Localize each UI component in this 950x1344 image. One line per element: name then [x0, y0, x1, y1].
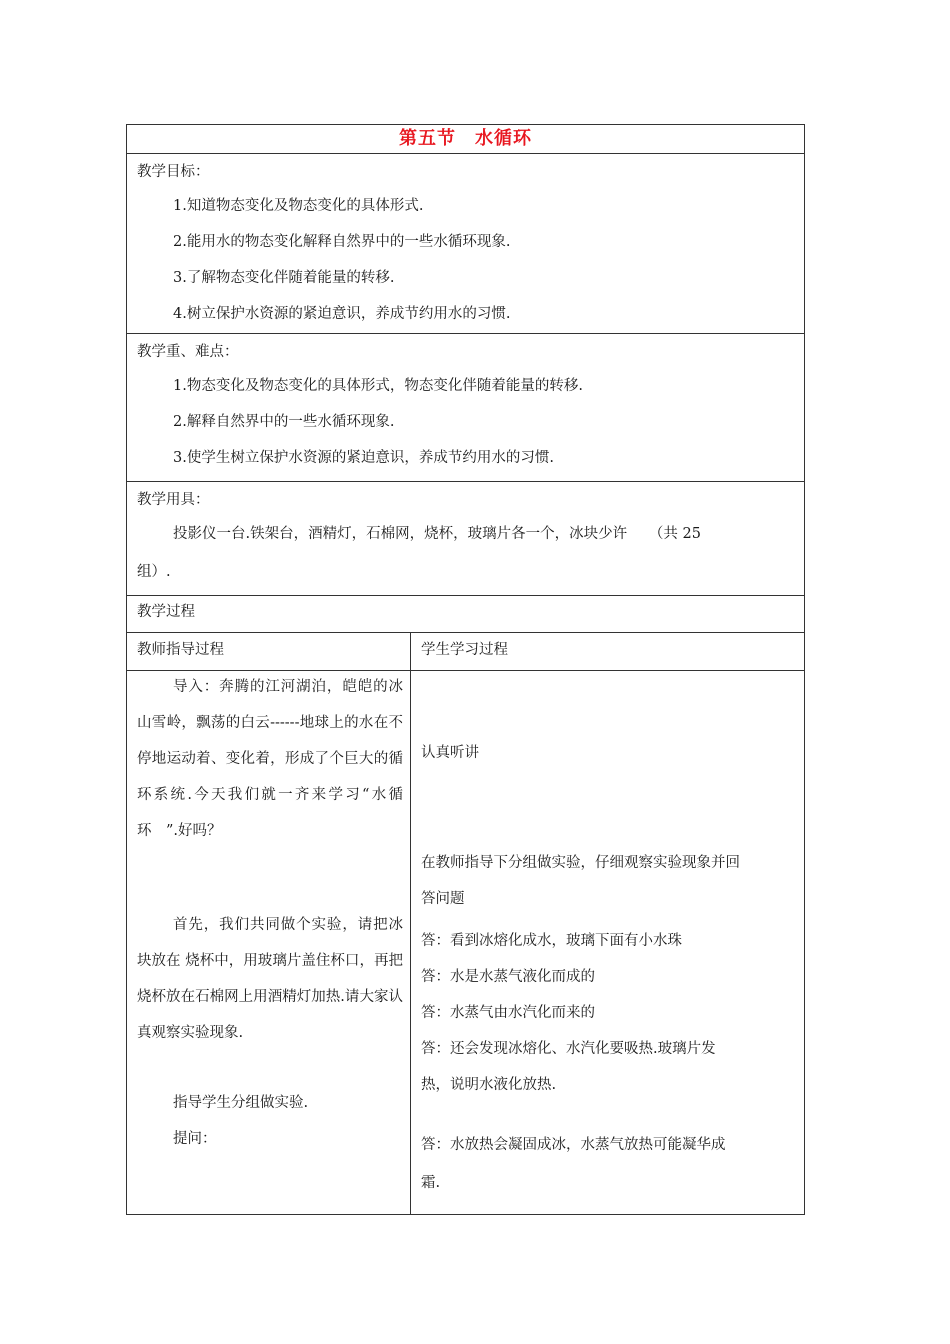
student-line: 答：水是水蒸气液化而成的 [421, 969, 595, 985]
student-line: 在教师指导下分组做实验，仔细观察实验现象并回 [421, 855, 740, 871]
student-line: 答：还会发现冰熔化、水汽化要吸热.玻璃片发 [421, 1041, 716, 1057]
student-line: 答：看到冰熔化成水，玻璃下面有小水珠 [421, 933, 682, 949]
tools-text-cont: 组）. [137, 564, 171, 580]
objectives-heading: 教学目标： [137, 164, 210, 180]
student-line: 答：水放热会凝固成冰，水蒸气放热可能凝华成 [421, 1137, 726, 1153]
key-point-item: 3.使学生树立保护水资源的紧迫意识，养成节约用水的习惯. [173, 450, 554, 466]
column-divider [410, 632, 411, 1215]
student-line: 认真听讲 [421, 745, 479, 761]
key-point-item: 2.解释自然界中的一些水循环现象. [173, 414, 395, 430]
student-line: 热，说明水液化放热. [421, 1077, 557, 1093]
tools-heading: 教学用具： [137, 492, 210, 508]
objectives-section [127, 153, 804, 333]
process-section [127, 595, 804, 632]
student-line: 答问题 [421, 891, 465, 907]
process-heading: 教学过程 [137, 604, 195, 620]
lesson-plan-table [126, 124, 805, 1215]
objective-item: 1.知道物态变化及物态变化的具体形式. [173, 198, 424, 214]
key-points-heading: 教学重、难点： [137, 344, 239, 360]
tools-text: 投影仪一台.铁架台，酒精灯，石棉网，烧杯，玻璃片各一个，冰块少许 （共 25 [173, 526, 701, 542]
teacher-paragraph: 导入：奔腾的江河湖泊，皑皑的冰山雪岭，飘荡的白云------地球上的水在不停地运动着、变化着，形成了个巨大的循环系统.今天我们就一齐来学习“水循环 ”.好吗？ [137, 679, 403, 839]
teacher-paragraph: 指导学生分组做实验. [173, 1095, 309, 1111]
key-point-item: 1.物态变化及物态变化的具体形式，物态变化伴随着能量的转移. [173, 378, 583, 394]
key-points-section [127, 333, 804, 481]
process-column-headers [127, 632, 804, 670]
student-line: 答：水蒸气由水汽化而来的 [421, 1005, 595, 1021]
process-body [127, 670, 804, 1215]
student-column-header: 学生学习过程 [421, 642, 508, 658]
teacher-paragraph: 提问： [173, 1131, 217, 1147]
tools-section [127, 481, 804, 595]
objective-item: 3.了解物态变化伴随着能量的转移. [173, 270, 395, 286]
objective-item: 2.能用水的物态变化解释自然界中的一些水循环现象. [173, 234, 511, 250]
teacher-column-header: 教师指导过程 [137, 642, 224, 658]
teacher-paragraph: 首先，我们共同做个实验，请把冰块放在 烧杯中，用玻璃片盖住杯口，再把烧杯放在石棉网上用酒精灯加热.请大家认真观察实验现象. [137, 917, 403, 1041]
objective-item: 4.树立保护水资源的紧迫意识，养成节约用水的习惯. [173, 306, 511, 322]
page-title: 第五节 水循环 [399, 128, 532, 149]
student-line: 霜. [421, 1175, 441, 1191]
